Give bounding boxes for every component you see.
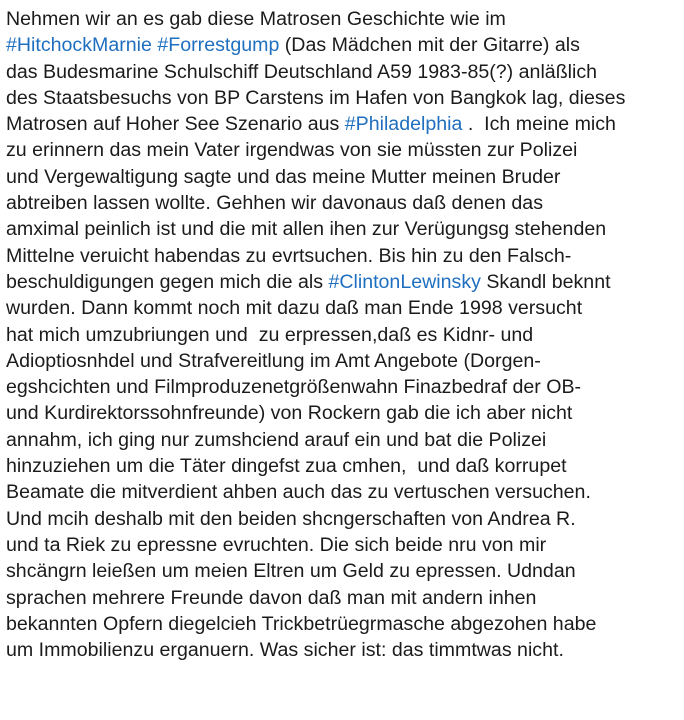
text-segment: um Immobilienzu erganuern. Was sicher ist: das timmtwas nicht. bbox=[6, 639, 564, 662]
text-line bbox=[6, 6, 682, 32]
text-line bbox=[6, 374, 682, 400]
text-line bbox=[6, 32, 682, 58]
text-segment: und Kurdirektorssohnfreunde) von Rockern gab die ich aber nicht bbox=[6, 402, 573, 425]
text-line bbox=[6, 558, 682, 584]
text-segment: annahm, ich ging nur zumshciend arauf ein und bat die Polizei bbox=[6, 428, 547, 451]
text-line bbox=[6, 453, 682, 479]
text-segment: Und mcih deshalb mit den beiden shcngerschaften von Andrea R. bbox=[6, 507, 576, 530]
text-segment: und ta Riek zu epressne evruchten. Die sich beide nru von mir bbox=[6, 533, 547, 556]
text-line bbox=[6, 585, 682, 611]
text-line bbox=[6, 164, 682, 190]
text-segment: des Staatsbesuchs von BP Carstens im Hafen von Bangkok lag, dieses bbox=[6, 86, 626, 109]
text-segment: hinzuziehen um die Täter dingefst zua cmhen, und daß korrupet bbox=[6, 455, 567, 478]
text-segment: Adioptiosnhdel und Strafvereitlung im Amt Angebote (Dorgen- bbox=[6, 349, 541, 372]
text-segment: bekannten Opfern diegelcieh Trickbetrüegrmasche abgezohen habe bbox=[6, 612, 597, 635]
text-segment: Mittelne veruicht habendas zu evrtsuchen. Bis hin zu den Falsch- bbox=[6, 244, 572, 267]
text-line bbox=[6, 137, 682, 163]
hashtag-link[interactable]: #Forrestgump bbox=[157, 34, 280, 57]
text-segment: wurden. Dann kommt noch mit dazu daß man Ende 1998 versucht bbox=[6, 297, 583, 320]
text-segment: beschuldigungen gegen mich die als bbox=[6, 270, 329, 293]
text-line bbox=[6, 348, 682, 374]
text-segment: Beamate die mitverdient ahben auch das zu vertuschen versuchen. bbox=[6, 481, 591, 504]
text-line bbox=[6, 269, 682, 295]
text-segment: sprachen mehrere Freunde davon daß man mit andern inhen bbox=[6, 586, 537, 609]
text-line bbox=[6, 216, 682, 242]
text-line bbox=[6, 400, 682, 426]
text-line bbox=[6, 190, 682, 216]
text-line bbox=[6, 532, 682, 558]
text-segment: das Budesmarine Schulschiff Deutschland A59 1983-85(?) anläßlich bbox=[6, 60, 598, 83]
text-segment: shcängrn leießen um meien Eltren um Geld zu epressen. Udndan bbox=[6, 560, 576, 583]
text-line bbox=[6, 295, 682, 321]
text-segment: Nehmen wir an es gab diese Matrosen Geschichte wie im bbox=[6, 8, 506, 30]
text-line bbox=[6, 637, 682, 663]
post-text bbox=[6, 6, 682, 663]
hashtag-link[interactable]: #HitchockMarnie bbox=[6, 34, 152, 57]
text-segment: abtreiben lassen wollte. Gehhen wir davonaus daß denen das bbox=[6, 192, 544, 215]
text-segment: hat mich umzubriungen und zu erpressen,daß es Kidnr- und bbox=[6, 323, 534, 346]
text-line bbox=[6, 111, 682, 137]
text-line bbox=[6, 243, 682, 269]
text-segment: Matrosen auf Hoher See Szenario aus bbox=[6, 113, 345, 136]
text-line bbox=[6, 506, 682, 532]
text-line bbox=[6, 479, 682, 505]
text-line bbox=[6, 59, 682, 85]
text-segment: und Vergewaltigung sagte und das meine Mutter meinen Bruder bbox=[6, 165, 561, 188]
text-segment: . Ich meine mich bbox=[462, 113, 616, 136]
text-segment: (Das Mädchen mit der Gitarre) als bbox=[279, 34, 580, 57]
hashtag-link[interactable]: #ClintonLewinsky bbox=[328, 270, 481, 293]
text-segment: egshcichten und Filmproduzenetgrößenwahn Finazbedraf der OB- bbox=[6, 376, 582, 399]
text-segment: Skandl beknnt bbox=[480, 270, 611, 293]
text-line bbox=[6, 427, 682, 453]
text-segment: amximal peinlich ist und die mit allen ihen zur Verügungsg stehenden bbox=[6, 218, 607, 241]
text-line bbox=[6, 611, 682, 637]
text-segment: zu erinnern das mein Vater irgendwas von sie müssten zur Polizei bbox=[6, 139, 578, 162]
hashtag-link[interactable]: #Philadelphia bbox=[344, 113, 463, 136]
text-line bbox=[6, 85, 682, 111]
text-line bbox=[6, 322, 682, 348]
